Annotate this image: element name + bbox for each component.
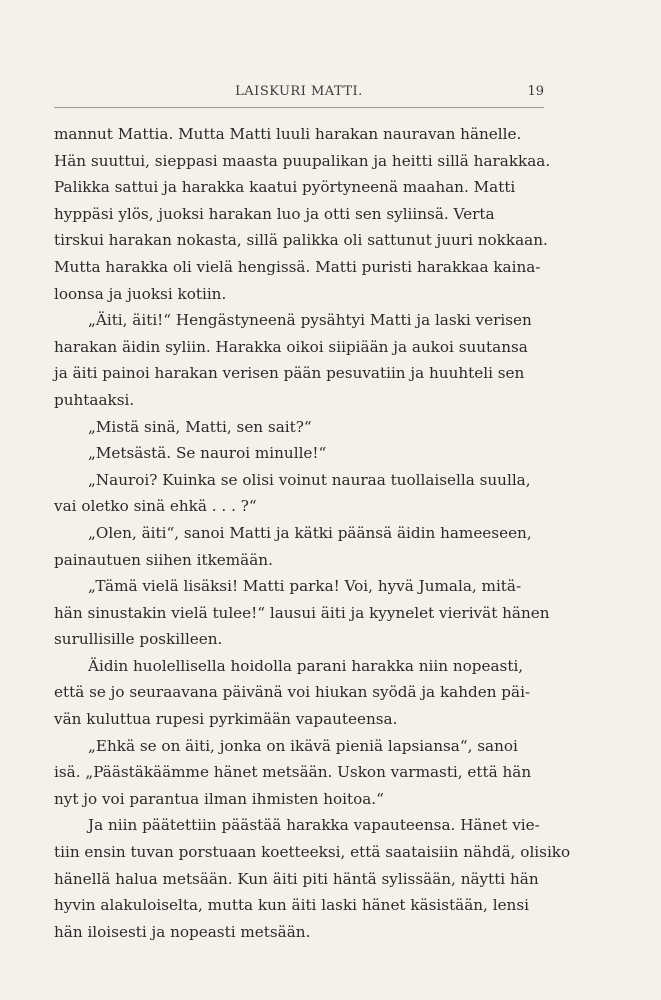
text-line: vän kuluttua rupesi pyrkimään vapauteensa. bbox=[54, 710, 398, 729]
text-line: isä. „Päästäkäämme hänet metsään. Uskon varmasti, että hän bbox=[54, 763, 532, 782]
text-line: „Tämä vielä lisäksi! Matti parka! Voi, hyvä Jumala, mitä- bbox=[88, 577, 522, 596]
text-line: hyppäsi ylös, juoksi harakan luo ja otti sen syliinsä. Verta bbox=[54, 204, 495, 223]
text-line: nyt jo voi parantua ilman ihmisten hoitoa.“ bbox=[54, 789, 384, 808]
body-text bbox=[54, 121, 571, 945]
text-line: „Nauroi? Kuinka se olisi voinut nauraa tuollaisella suulla, bbox=[88, 470, 531, 489]
text-line: „Metsästä. Se nauroi minulle!“ bbox=[88, 444, 327, 463]
text-line: mannut Mattia. Mutta Matti luuli harakan nauravan hänelle. bbox=[54, 125, 522, 143]
text-line: Äidin huolellisella hoidolla parani harakka niin nopeasti, bbox=[88, 656, 524, 675]
page-header bbox=[54, 84, 544, 104]
text-line: „Ehkä se on äiti, jonka on ikävä pieniä lapsiansa“, sanoi bbox=[88, 736, 518, 755]
text-line: „Olen, äiti“, sanoi Matti ja kätki päänsä äidin hameeseen, bbox=[88, 523, 532, 542]
text-line: tiin ensin tuvan porstuaan koetteeksi, että saataisiin nähdä, olisiko bbox=[54, 843, 571, 862]
text-line: tirskui harakan nokasta, sillä palikka oli sattunut juuri nokkaan. bbox=[54, 231, 548, 250]
header-rule bbox=[54, 107, 544, 108]
text-line: surullisille poskilleen. bbox=[54, 630, 223, 649]
text-line: „Mistä sinä, Matti, sen sait?“ bbox=[88, 417, 312, 436]
text-line: hyvin alakuloiselta, mutta kun äiti laski hänet käsistään, lensi bbox=[54, 896, 529, 915]
text-line: Ja niin päätettiin päästää harakka vapauteensa. Hänet vie- bbox=[88, 816, 540, 835]
text-line: Palikka sattui ja harakka kaatui pyörtyneenä maahan. Matti bbox=[54, 178, 516, 197]
text-line: harakan äidin syliin. Harakka oikoi siipiään ja aukoi suutansa bbox=[54, 337, 528, 356]
text-line: vai oletko sinä ehkä . . . ?“ bbox=[54, 497, 257, 516]
text-line: hän sinustakin vielä tulee!“ lausui äiti ja kyynelet vierivät hänen bbox=[54, 603, 550, 622]
text-line: loonsa ja juoksi kotiin. bbox=[54, 284, 227, 303]
text-line: hänellä halua metsään. Kun äiti piti häntä sylissään, näytti hän bbox=[54, 869, 539, 888]
text-line: painautuen siihen itkemään. bbox=[54, 550, 273, 569]
text-line: että se jo seuraavana päivänä voi hiukan syödä ja kahden päi- bbox=[54, 683, 531, 702]
text-line: puhtaaksi. bbox=[54, 390, 135, 409]
text-line: ja äiti painoi harakan verisen pään pesuvatiin ja huuhteli sen bbox=[54, 364, 525, 383]
text-line: Hän suuttui, sieppasi maasta puupalikan ja heitti sillä harakkaa. bbox=[54, 151, 551, 170]
text-line: hän iloisesti ja nopeasti metsään. bbox=[54, 922, 311, 941]
text-line: Mutta harakka oli vielä hengissä. Matti puristi harakkaa kaina- bbox=[54, 257, 541, 276]
text-line: „Äiti, äiti!“ Hengästyneenä pysähtyi Matti ja laski verisen bbox=[88, 311, 532, 330]
running-title: LAISKURI MATTI. bbox=[235, 84, 363, 99]
page-number: 19 bbox=[527, 84, 544, 99]
